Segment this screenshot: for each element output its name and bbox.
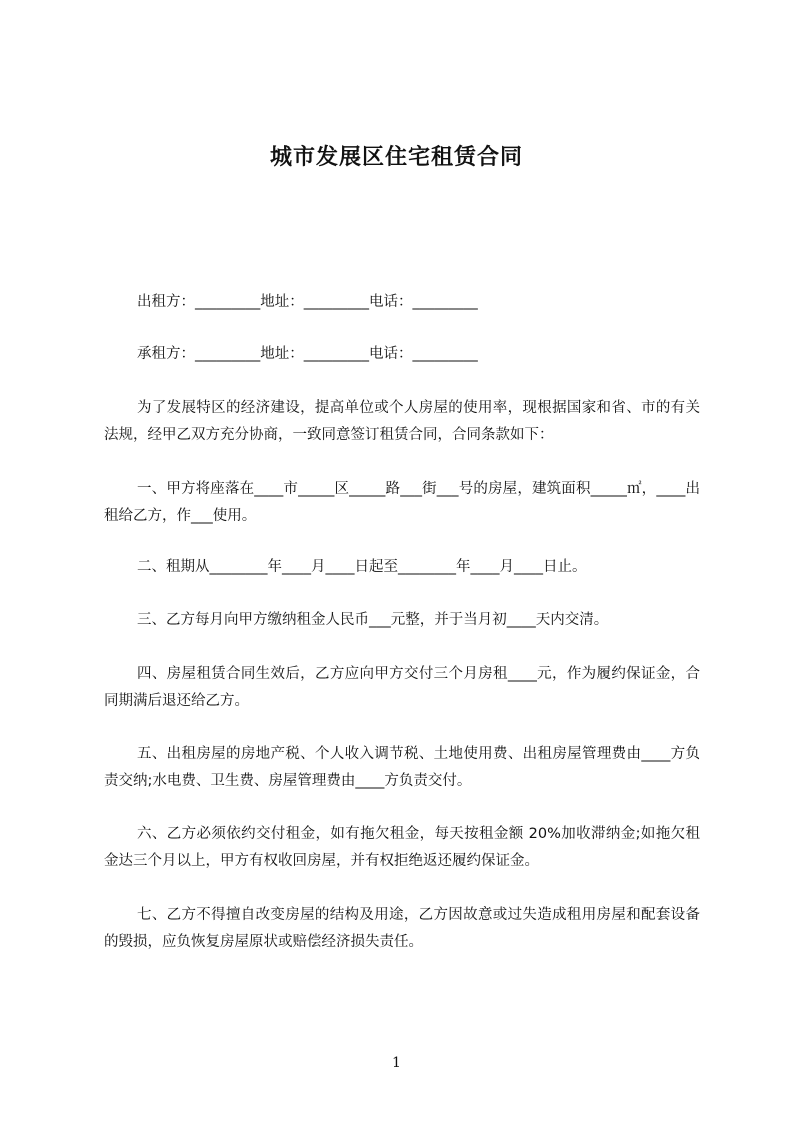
clause-6: 六、乙方必须依约交付租金，如有拖欠租金，每天按租金额 20%加收滞纳金;如拖欠租金达三个月以上，甲方有权收回房屋，并有权拒绝返还履约保证金。 (104, 826, 700, 869)
page-number: 1 (392, 1055, 401, 1071)
clause-1: 一、甲方将座落在____市_____区_____路___街___号的房屋，建筑面积_____㎡，____出租给乙方，作___使用。 (104, 481, 700, 524)
lessor-line: 出租方：_________地址：_________电话：_________ (137, 294, 478, 310)
clause-5: 五、出租房屋的房地产税、个人收入调节税、土地使用费、出租房屋管理费由____方负责交纳;水电费、卫生费、房屋管理费由____方负责交付。 (104, 746, 700, 789)
clause-3: 三、乙方每月向甲方缴纳租金人民币___元整，并于当月初____天内交清。 (137, 612, 609, 628)
clause-2: 二、租期从________年____月____日起至________年____月____日止。 (137, 559, 587, 575)
lessee-line: 承租方：_________地址：_________电话：_________ (137, 346, 478, 362)
clause-4: 四、房屋租赁合同生效后，乙方应向甲方交付三个月房租____元，作为履约保证金，合同期满后退还给乙方。 (104, 666, 700, 709)
clause-7: 七、乙方不得擅自改变房屋的结构及用途，乙方因故意或过失造成租用房屋和配套设备的毁损，应负恢复房屋原状或赔偿经济损失责任。 (104, 907, 700, 950)
document-title: 城市发展区住宅租赁合同 (269, 145, 523, 170)
preamble-paragraph: 为了发展特区的经济建设，提高单位或个人房屋的使用率，现根据国家和省、市的有关法规，经甲乙双方充分协商，一致同意签订租赁合同，合同条款如下： (104, 400, 700, 443)
